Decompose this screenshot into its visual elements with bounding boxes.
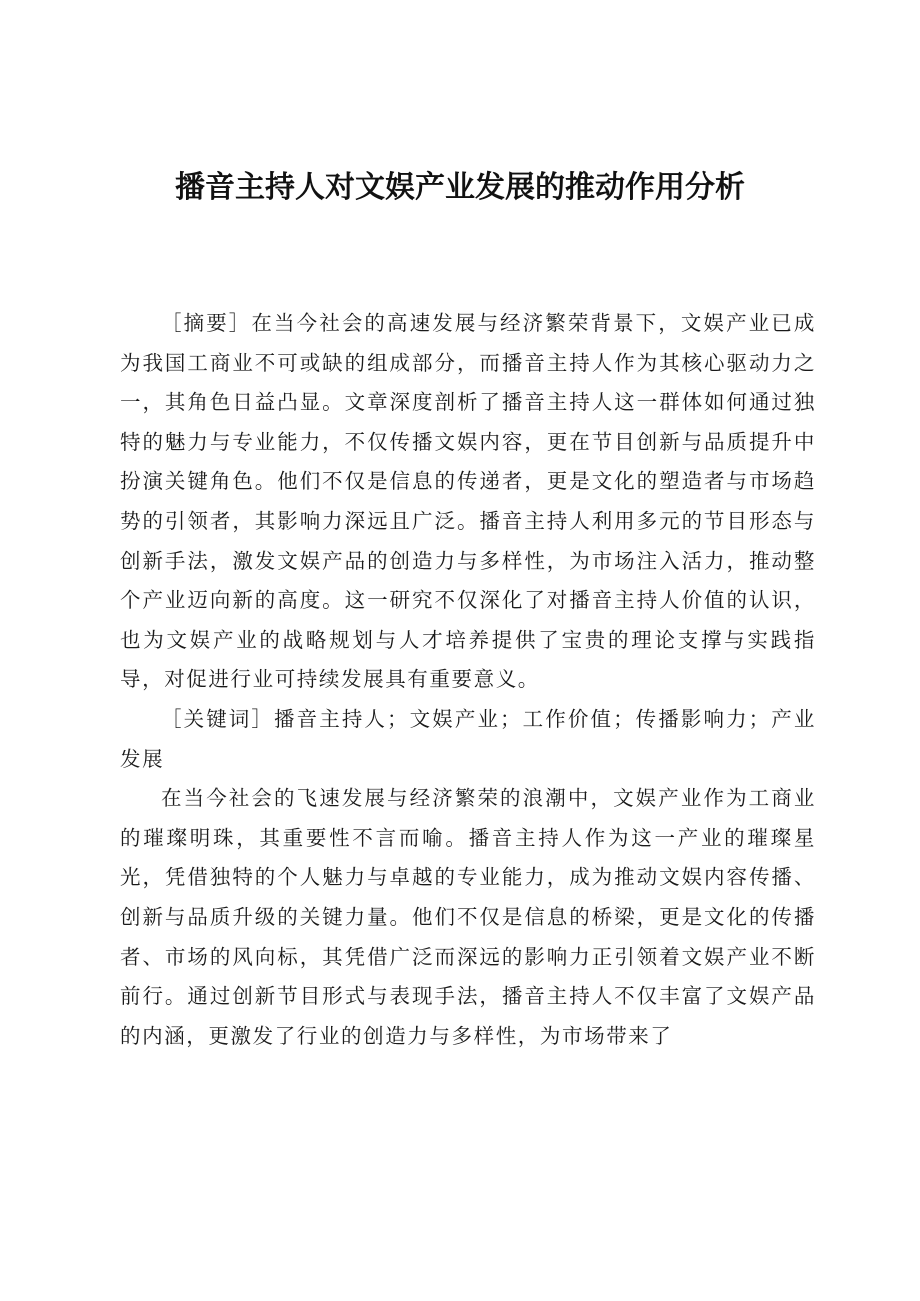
body-paragraph: 在当今社会的飞速发展与经济繁荣的浪潮中，文娱产业作为工商业的璀璨明珠，其重要性不言而喻。播音主持人作为这一产业的璀璨星光，凭借独特的个人魅力与卓越的专业能力，成为推动文娱内容传播、创新与品质升级的关键力量。他们不仅是信息的桥梁，更是文化的传播者、市场的风向标，其凭借广泛而深远的影响力正引领着文娱产业不断前行。通过创新节目形式与表现手法，播音主持人不仅丰富了文娱产品的内涵，更激发了行业的创造力与多样性，为市场带来了: [120, 786, 816, 1048]
keywords-paragraph: ［关键词］播音主持人；文娱产业；工作价值；传播影响力；产业发展: [120, 706, 816, 771]
document-title: 播音主持人对文娱产业发展的推动作用分析: [175, 170, 745, 205]
document-body: [120, 304, 816, 1056]
abstract-paragraph: ［摘要］在当今社会的高速发展与经济繁荣背景下，文娱产业已成为我国工商业不可或缺的组成部分，而播音主持人作为其核心驱动力之一，其角色日益凸显。文章深度剖析了播音主持人这一群体如何通过独特的魅力与专业能力，不仅传播文娱内容，更在节目创新与品质提升中扮演关键角色。他们不仅是信息的传递者，更是文化的塑造者与市场趋势的引领者，其影响力深远且广泛。播音主持人利用多元的节目形态与创新手法，激发文娱产品的创造力与多样性，为市场注入活力，推动整个产业迈向新的高度。这一研究不仅深化了对播音主持人价值的认识，也为文娱产业的战略规划与人才培养提供了宝贵的理论支撑与实践指导，对促进行业可持续发展具有重要意义。: [120, 311, 816, 692]
